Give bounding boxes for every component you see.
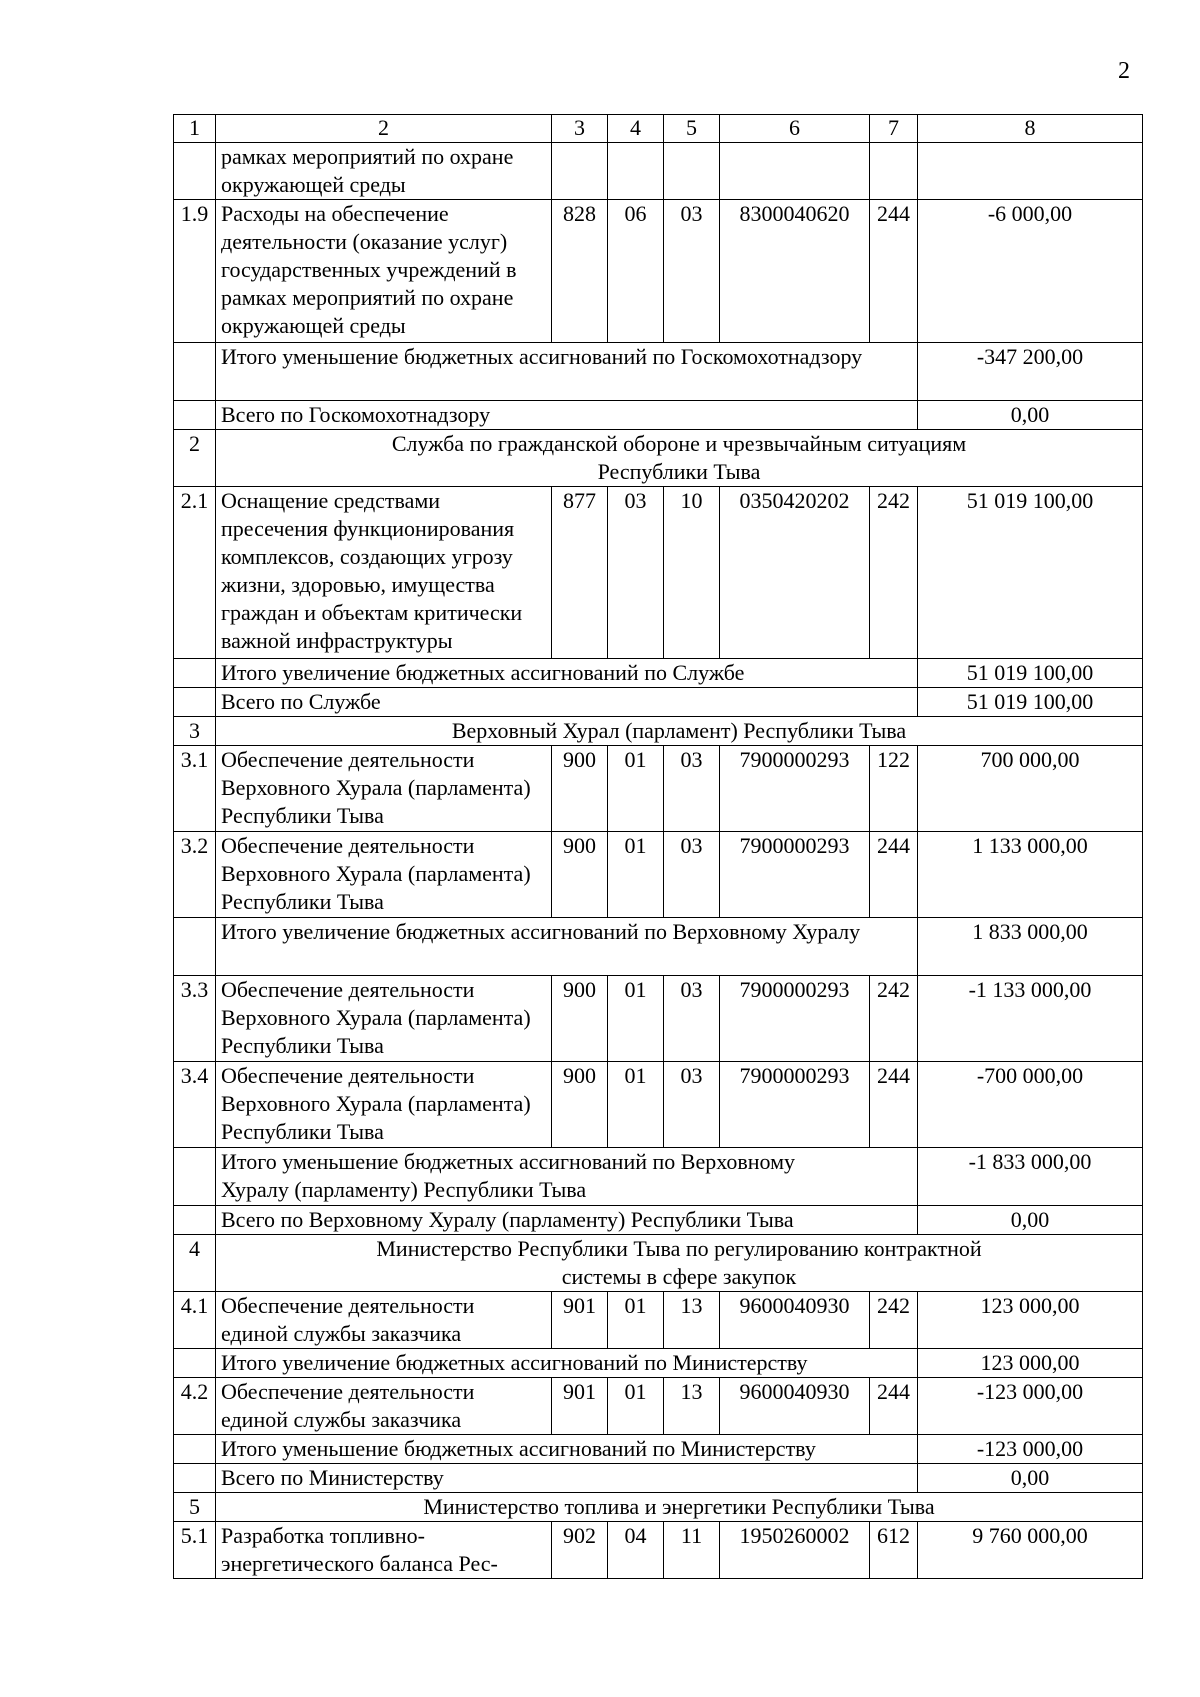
row-number: 4.1	[174, 1292, 216, 1349]
code-cell: 10	[664, 487, 720, 659]
total-amount: 0,00	[918, 1464, 1143, 1493]
code-cell: 03	[664, 976, 720, 1062]
code-cell: 9600040930	[720, 1292, 870, 1349]
total-label: Итого уменьшение бюджетных ассигнований по Госкомохотнадзору	[216, 343, 918, 401]
row-number: 3.2	[174, 832, 216, 918]
code-cell: 03	[608, 487, 664, 659]
header-cell: 8	[918, 115, 1143, 143]
code-cell: 7900000293	[720, 1062, 870, 1148]
code-cell: 901	[552, 1378, 608, 1435]
table-row	[174, 487, 1143, 659]
table-row	[174, 1522, 1143, 1579]
section-title: Министерство топлива и энергетики Республики Тыва	[216, 1493, 1143, 1522]
total-label: Итого уменьшение бюджетных ассигнований по Министерству	[216, 1435, 918, 1464]
amount-cell: 1 133 000,00	[918, 832, 1143, 918]
code-cell: 901	[552, 1292, 608, 1349]
code-cell: 244	[870, 200, 918, 343]
section-number: 4	[174, 1235, 216, 1292]
total-label: Всего по Верховному Хуралу (парламенту) Республики Тыва	[216, 1206, 918, 1235]
code-cell: 902	[552, 1522, 608, 1579]
code-cell: 03	[664, 832, 720, 918]
total-label: Всего по Службе	[216, 688, 918, 717]
amount-cell: -123 000,00	[918, 1378, 1143, 1435]
total-amount: -123 000,00	[918, 1435, 1143, 1464]
code-cell: 122	[870, 746, 918, 832]
row-description: рамках мероприятий по охране окружающей среды	[216, 143, 552, 200]
code-cell: 01	[608, 1062, 664, 1148]
code-cell: 7900000293	[720, 976, 870, 1062]
header-cell: 7	[870, 115, 918, 143]
total-row	[174, 1464, 1143, 1493]
amount-cell: 700 000,00	[918, 746, 1143, 832]
code-cell: 244	[870, 1062, 918, 1148]
table-row	[174, 832, 1143, 918]
total-row	[174, 401, 1143, 430]
code-cell: 01	[608, 832, 664, 918]
row-number: 2.1	[174, 487, 216, 659]
code-cell: 03	[664, 200, 720, 343]
table-row	[174, 1292, 1143, 1349]
section-title-text: Министерство Республики Тыва по регулированию контрактной системы в сфере закупок	[376, 1236, 982, 1289]
code-cell: 01	[608, 976, 664, 1062]
total-amount: -1 833 000,00	[918, 1148, 1143, 1206]
code-cell: 900	[552, 1062, 608, 1148]
section-row	[174, 717, 1143, 746]
header-cell: 3	[552, 115, 608, 143]
code-cell: 877	[552, 487, 608, 659]
total-amount: 123 000,00	[918, 1349, 1143, 1378]
total-label: Итого увеличение бюджетных ассигнований по Службе	[216, 659, 918, 688]
section-title	[216, 1235, 1143, 1292]
row-description: Разработка топливно-энергетического баланса Рес-	[216, 1522, 552, 1579]
table-row	[174, 200, 1143, 343]
table-row	[174, 143, 1143, 200]
amount-cell: 123 000,00	[918, 1292, 1143, 1349]
code-cell: 244	[870, 832, 918, 918]
code-cell: 0350420202	[720, 487, 870, 659]
total-row	[174, 918, 1143, 976]
row-description: Обеспечение деятельности Верховного Хурала (парламента) Республики Тыва	[216, 832, 552, 918]
code-cell: 900	[552, 746, 608, 832]
row-number: 3.1	[174, 746, 216, 832]
code-cell: 01	[608, 1292, 664, 1349]
row-description: Обеспечение деятельности Верховного Хурала (парламента) Республики Тыва	[216, 746, 552, 832]
header-cell: 6	[720, 115, 870, 143]
code-cell: 03	[664, 1062, 720, 1148]
total-row	[174, 688, 1143, 717]
code-cell: 244	[870, 1378, 918, 1435]
amount-cell: -6 000,00	[918, 200, 1143, 343]
section-row	[174, 430, 1143, 487]
code-cell: 01	[608, 1378, 664, 1435]
amount-cell: -700 000,00	[918, 1062, 1143, 1148]
section-title-text: Служба по гражданской обороне и чрезвычайным ситуациям Республики Тыва	[391, 431, 967, 484]
row-number: 5.1	[174, 1522, 216, 1579]
section-number: 2	[174, 430, 216, 487]
code-cell: 06	[608, 200, 664, 343]
row-description: Обеспечение деятельности Верховного Хурала (парламента) Республики Тыва	[216, 1062, 552, 1148]
total-row	[174, 343, 1143, 401]
row-description: Расходы на обеспечение деятельности (оказание услуг) государственных учреждений в рамках мероприятий по охране окружающей среды	[216, 200, 552, 343]
code-cell: 01	[608, 746, 664, 832]
row-number: 3.3	[174, 976, 216, 1062]
code-cell: 7900000293	[720, 746, 870, 832]
total-label: Всего по Госкомохотнадзору	[216, 401, 918, 430]
code-cell: 8300040620	[720, 200, 870, 343]
total-amount: -347 200,00	[918, 343, 1143, 401]
row-number: 1.9	[174, 200, 216, 343]
total-label	[216, 1148, 918, 1206]
row-description: Обеспечение деятельности единой службы заказчика	[216, 1292, 552, 1349]
total-amount: 0,00	[918, 401, 1143, 430]
code-cell: 900	[552, 832, 608, 918]
row-description: Оснащение средствами пресечения функционирования комплексов, создающих угрозу жизни, здоровью, имущества граждан и объектам критически важной инфраструктуры	[216, 487, 552, 659]
total-row	[174, 1148, 1143, 1206]
section-row	[174, 1493, 1143, 1522]
budget-allocation-table	[173, 114, 1143, 1579]
total-amount: 1 833 000,00	[918, 918, 1143, 976]
code-cell: 03	[664, 746, 720, 832]
section-title: Верховный Хурал (парламент) Республики Тыва	[216, 717, 1143, 746]
section-row	[174, 1235, 1143, 1292]
amount-cell: -1 133 000,00	[918, 976, 1143, 1062]
page-number: 2	[1118, 58, 1130, 84]
total-row	[174, 1435, 1143, 1464]
row-number: 4.2	[174, 1378, 216, 1435]
table-row	[174, 746, 1143, 832]
row-description: Обеспечение деятельности Верховного Хурала (парламента) Республики Тыва	[216, 976, 552, 1062]
total-label-text: Итого уменьшение бюджетных ассигнований по Верховному Хуралу (парламенту) Республики Тыва	[221, 1149, 796, 1202]
header-cell: 5	[664, 115, 720, 143]
total-row	[174, 659, 1143, 688]
code-cell: 242	[870, 487, 918, 659]
total-label: Всего по Министерству	[216, 1464, 918, 1493]
total-amount: 51 019 100,00	[918, 659, 1143, 688]
row-number: 3.4	[174, 1062, 216, 1148]
code-cell: 900	[552, 976, 608, 1062]
table-header-row	[174, 115, 1143, 143]
code-cell: 242	[870, 1292, 918, 1349]
row-description: Обеспечение деятельности единой службы заказчика	[216, 1378, 552, 1435]
total-amount: 0,00	[918, 1206, 1143, 1235]
section-number: 3	[174, 717, 216, 746]
total-row	[174, 1206, 1143, 1235]
total-label: Итого увеличение бюджетных ассигнований по Верховному Хуралу	[216, 918, 918, 976]
section-title	[216, 430, 1143, 487]
code-cell: 242	[870, 976, 918, 1062]
code-cell: 04	[608, 1522, 664, 1579]
amount-cell: 9 760 000,00	[918, 1522, 1143, 1579]
code-cell: 7900000293	[720, 832, 870, 918]
code-cell: 11	[664, 1522, 720, 1579]
table-row	[174, 976, 1143, 1062]
code-cell: 9600040930	[720, 1378, 870, 1435]
total-amount: 51 019 100,00	[918, 688, 1143, 717]
table-row	[174, 1378, 1143, 1435]
header-cell: 2	[216, 115, 552, 143]
code-cell: 612	[870, 1522, 918, 1579]
code-cell: 13	[664, 1292, 720, 1349]
table-row	[174, 1062, 1143, 1148]
code-cell: 13	[664, 1378, 720, 1435]
code-cell: 828	[552, 200, 608, 343]
header-cell: 4	[608, 115, 664, 143]
total-row	[174, 1349, 1143, 1378]
section-number: 5	[174, 1493, 216, 1522]
amount-cell: 51 019 100,00	[918, 487, 1143, 659]
header-cell: 1	[174, 115, 216, 143]
code-cell: 1950260002	[720, 1522, 870, 1579]
total-label: Итого увеличение бюджетных ассигнований по Министерству	[216, 1349, 918, 1378]
